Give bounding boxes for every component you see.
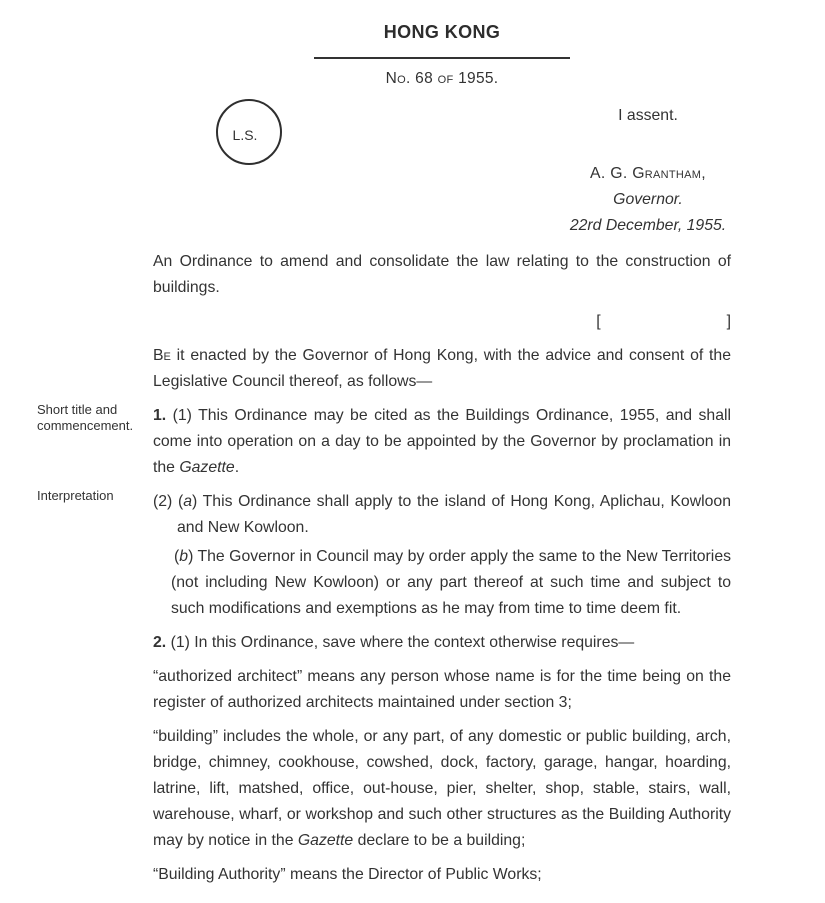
def-building-pre: “building” includes the whole, or any part, of any domestic or public building, arch, bridge, chimney, cookhouse, cowshed, dock, factory, garage, hangar, hoarding, latrine, lift, matshed, office, out-house, pier, shelter, shop, stable, stairs, wall, warehouse, wharf, or workshop and such other structures as the Building Authority may by notice in the [153, 727, 731, 849]
enacting-lead: Be [153, 346, 171, 364]
signature-office: Governor. [613, 190, 683, 208]
signature-name: A. G. Grantham, [590, 164, 706, 182]
bracket-gap [601, 309, 727, 335]
section-1-text: (1) This Ordinance may be cited as the Buildings Ordinance, 1955, and shall come into operation on a day to be appointed by the Governor by proclamation in the [153, 406, 731, 476]
seal-circle [216, 99, 282, 165]
section-1-tail: . [234, 458, 240, 476]
long-title-paragraph: An Ordinance to amend and consolidate the law relating to the construction of buildings. [153, 252, 731, 296]
section-1-2b-paragraph [153, 544, 731, 622]
s2a-post: ) This Ordinance shall apply to the island of Hong Kong, Aplichau, Kowloon and New Kowloon. [177, 492, 731, 536]
def-building-gazette: Gazette [297, 831, 354, 849]
title-rule [314, 57, 570, 59]
margin-note-short-title: Short title and commencement. [37, 402, 134, 433]
s2b-post: ) The Governor in Council may by order apply the same to the New Territories (not including New Kowloon) or any part thereof at such time and subject to such modifications and exemptions as he may from time to time deem fit. [171, 547, 731, 617]
definition-building [153, 724, 731, 854]
bracket-open: [ [596, 312, 601, 330]
definition-authorized-architect: “authorized architect” means any person whose name is for the time being on the register of authorized architects maintained under section 3; [153, 667, 731, 711]
bracket-close: ] [726, 312, 731, 330]
assent-section [153, 89, 731, 241]
margin-note-interpretation: Interpretation [37, 488, 114, 503]
section-1-paragraph [153, 403, 731, 481]
document-body [153, 20, 731, 888]
assent-text: I assent. [618, 106, 678, 124]
ordinance-number: No. 68 of 1955. [385, 69, 499, 87]
signature-date: 22rd December, 1955. [569, 216, 727, 234]
def-building-post: declare to be a building; [353, 831, 526, 849]
definition-building-authority: “Building Authority” means the Director of Public Works; [153, 865, 542, 883]
section-2-paragraph [153, 630, 731, 656]
enacting-clause [153, 343, 731, 395]
s2a-letter: a [183, 492, 193, 510]
s2b-letter: b [179, 547, 189, 565]
enacting-rest: it enacted by the Governor of Hong Kong, with the advice and consent of the Legislative Council thereof, as follows— [153, 346, 731, 390]
s2a-pre: (2) ( [153, 492, 184, 510]
section-1-2a-paragraph [153, 489, 731, 541]
seal-text: L.S. [232, 126, 258, 143]
page-title: HONG KONG [383, 22, 501, 42]
signature-block [538, 161, 758, 239]
section-2-number: 2. [153, 633, 167, 651]
s2b-pre: ( [174, 547, 180, 565]
section-1-number: 1. [153, 406, 167, 424]
section-1-gazette: Gazette [179, 458, 235, 476]
section-2-text: (1) In this Ordinance, save where the context otherwise requires— [166, 633, 635, 651]
bracket-row [153, 309, 731, 335]
